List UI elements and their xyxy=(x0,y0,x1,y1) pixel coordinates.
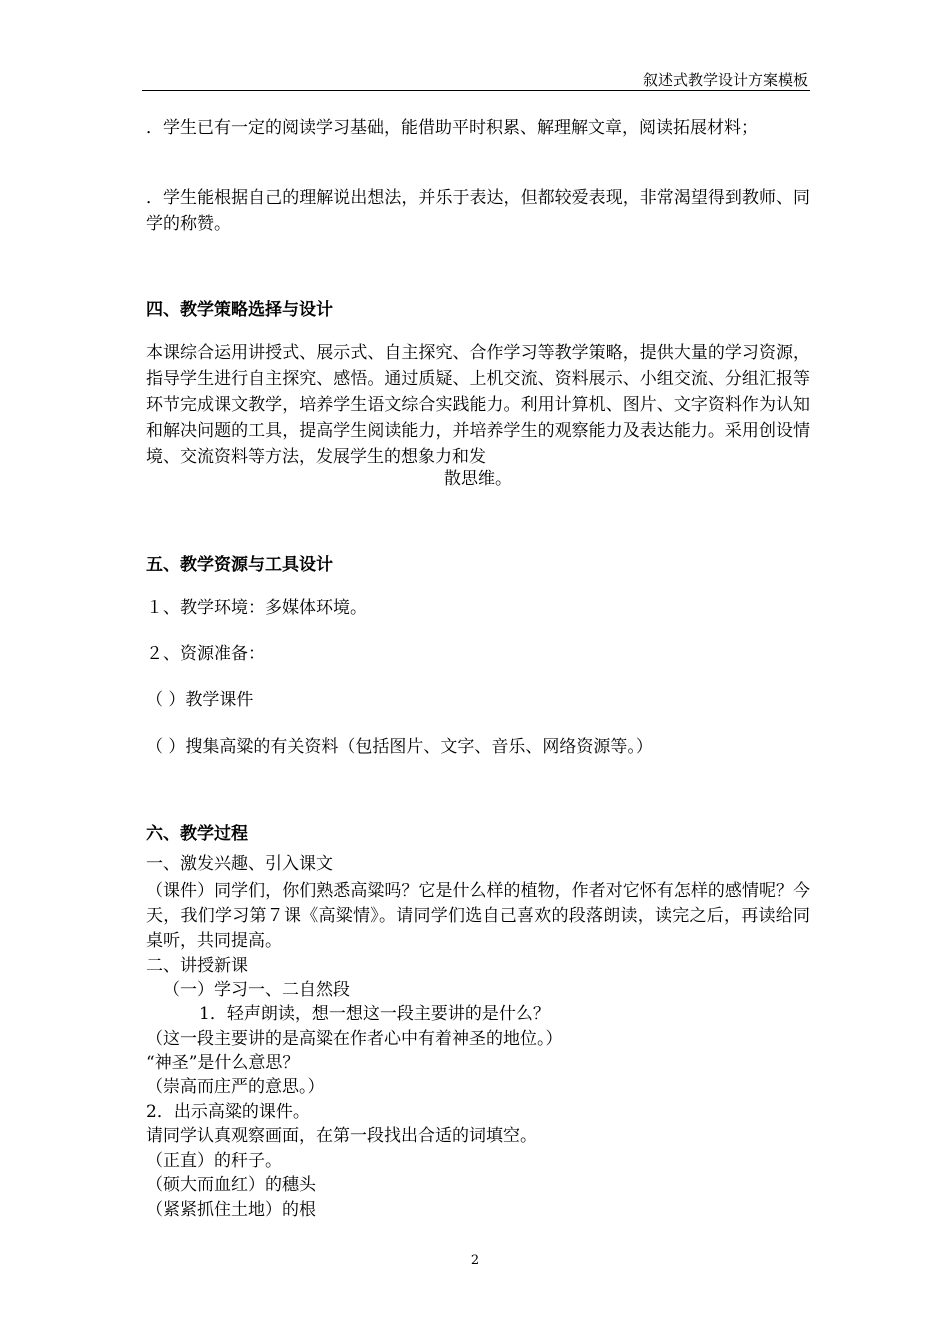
fill-blank-1: （正直）的秆子。 xyxy=(146,1151,282,1171)
header-rule xyxy=(142,90,810,91)
section-heading-process: 六、教学过程 xyxy=(146,824,248,844)
answer-2: （崇高而庄严的意思。） xyxy=(146,1077,325,1097)
part1-title: 一、激发兴趣、引入课文 xyxy=(146,854,333,874)
subsection-1-title: （一）学习一、二自然段 xyxy=(163,980,350,1000)
section-heading-strategy: 四、教学策略选择与设计 xyxy=(146,300,333,320)
resource-line-preparation: ２、资源准备： xyxy=(146,644,265,664)
analysis-item-1: ．学生已有一定的阅读学习基础，能借助平时积累、解理解文章，阅读拓展材料； xyxy=(146,118,758,138)
part2-title: 二、讲授新课 xyxy=(146,956,248,976)
fill-blank-2: （硕大而血红）的穗头 xyxy=(146,1175,316,1195)
answer-1: （这一段主要讲的是高粱在作者心中有着神圣的地位。） xyxy=(146,1029,563,1049)
part1-body: （课件）同学们，你们熟悉高粱吗？它是什么样的植物，作者对它怀有怎样的感情呢？今天，我们学习第７课《高粱情》。请同学们选自己喜欢的段落朗读，读完之后，再读给同桌听，共同提高。 xyxy=(146,881,810,951)
question-1: 1．轻声朗读，想一想这一段主要讲的是什么？ xyxy=(199,1004,550,1024)
step-2-instruction: 请同学认真观察画面，在第一段找出合适的词填空。 xyxy=(146,1126,537,1146)
strategy-paragraph: 本课综合运用讲授式、展示式、自主探究、合作学习等教学策略，提供大量的学习资源，指导学生进行自主探究、感悟。通过质疑、上机交流、资料展示、小组交流、分组汇报等环节完成课文教学，培养学生语文综合实践能力。利用计算机、图片、文字资料作为认知和解决问题的工具，提高学生阅读能力，并培养学生的观察能力及表达能力。采用创设情境、交流资料等方法，发展学生的想象力和发 xyxy=(146,343,810,467)
page-number: 2 xyxy=(470,1253,480,1268)
resource-line-environment: １、教学环境：多媒体环境。 xyxy=(146,598,367,618)
step-2-title: 2．出示高粱的课件。 xyxy=(146,1102,310,1122)
resource-line-courseware: （ ）教学课件 xyxy=(146,690,254,710)
strategy-paragraph-last-line: 散思维。 xyxy=(444,469,512,489)
question-2: “神圣”是什么意思？ xyxy=(146,1053,300,1073)
section-heading-resources: 五、教学资源与工具设计 xyxy=(146,555,333,575)
running-header: 叙述式教学设计方案模板 xyxy=(642,71,808,89)
analysis-item-2: ．学生能根据自己的理解说出想法，并乐于表达，但都较爱表现，非常渴望得到教师、同学的称赞。 xyxy=(146,188,810,234)
fill-blank-3: （紧紧抓住土地）的根 xyxy=(146,1200,316,1220)
resource-line-materials: （ ）搜集高粱的有关资料（包括图片、文字、音乐、网络资源等。） xyxy=(146,737,653,757)
